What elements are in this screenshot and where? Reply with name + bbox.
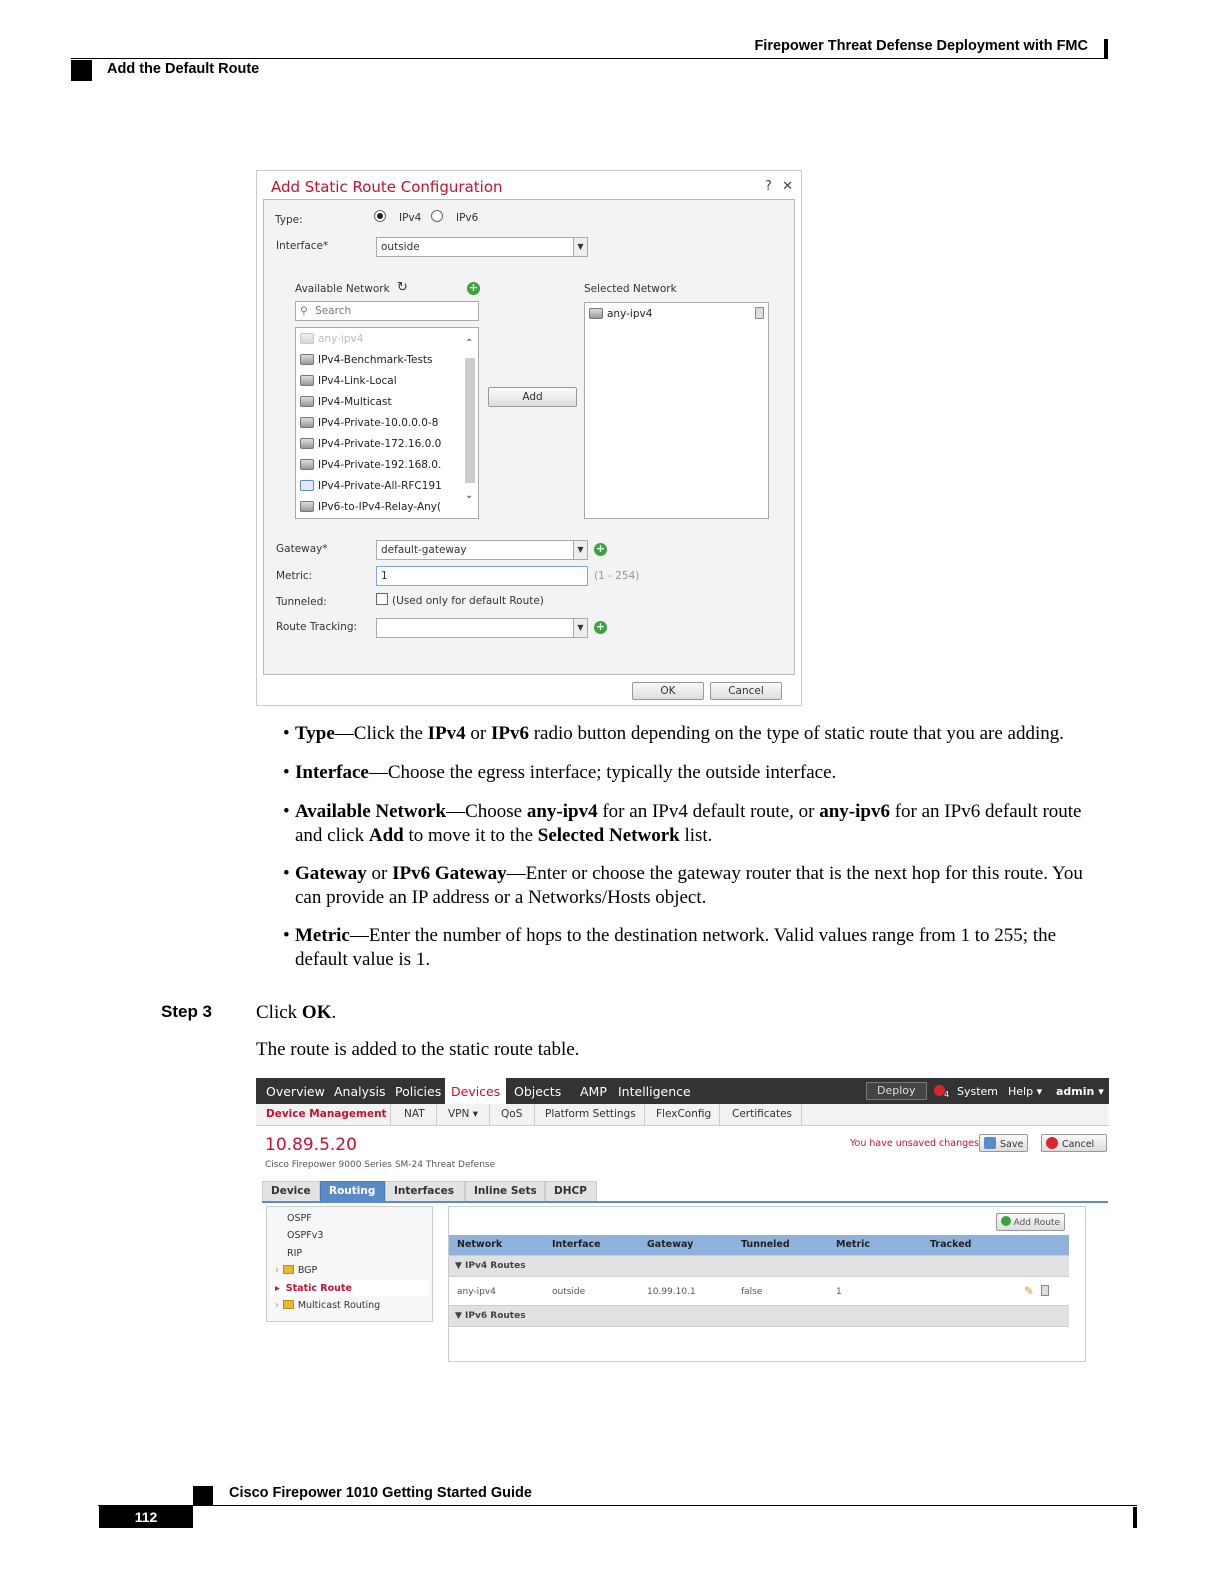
ipv4-radio[interactable] (374, 210, 386, 222)
available-network-label: Available Network (295, 283, 390, 295)
gateway-value: default-gateway (381, 544, 467, 556)
metric-value: 1 (381, 570, 388, 582)
list-item[interactable]: IPv4-Private-192.168.0. (300, 459, 441, 471)
metric-input[interactable] (376, 566, 588, 586)
text-run: —Choose (446, 801, 527, 822)
bold-term: Interface (295, 762, 369, 783)
col-network[interactable]: Network (457, 1239, 503, 1250)
bold-term: Type (295, 723, 335, 744)
nav-devices[interactable]: Devices (445, 1078, 506, 1104)
col-tunneled[interactable]: Tunneled (741, 1239, 790, 1250)
list-item[interactable]: IPv4-Private-10.0.0.0-8 (300, 417, 438, 429)
list-item[interactable]: any-ipv4 (300, 333, 363, 345)
user-menu[interactable]: admin ▾ (1056, 1085, 1104, 1098)
tunneled-note: (Used only for default Route) (392, 595, 544, 607)
refresh-icon[interactable]: ↻ (397, 280, 408, 295)
interface-label: Interface* (276, 240, 329, 252)
nav-analysis[interactable]: Analysis (334, 1084, 386, 1099)
subnav-vpn[interactable]: VPN ▾ (448, 1108, 478, 1120)
bullet-gateway: • Gateway or IPv6 Gateway—Enter or choose the gateway router that is the next hop for this route. You can provide an IP address or a Networks/Hosts object. (283, 863, 1083, 908)
table-row[interactable] (449, 1279, 1069, 1305)
sidebar-item-bgp[interactable]: › BGP (275, 1265, 318, 1276)
bold-term: IPv4 (427, 723, 471, 744)
chevron-right-icon: › (275, 1265, 279, 1276)
list-scrollbar[interactable] (464, 338, 476, 508)
network-object-icon (589, 308, 603, 319)
add-network-icon[interactable]: + (468, 281, 479, 294)
nav-policies[interactable]: Policies (395, 1084, 442, 1099)
metric-label: Metric: (276, 570, 313, 582)
subnav-device-management[interactable]: Device Management (266, 1108, 387, 1120)
add-gateway-icon[interactable]: + (595, 542, 606, 555)
running-header-guide-section: Firepower Threat Defense Deployment with FMC (754, 38, 1088, 54)
sidebar-item-static-route[interactable]: ▸ Static Route (275, 1283, 352, 1294)
chevron-down-icon: ▼ (573, 619, 587, 637)
add-static-route-dialog (256, 170, 802, 706)
nav-amp[interactable]: AMP (580, 1084, 607, 1099)
text-run: to move it to the (403, 825, 538, 846)
tunneled-checkbox[interactable] (376, 593, 388, 605)
list-item[interactable]: IPv4-Benchmark-Tests (300, 354, 433, 366)
folder-icon (283, 1300, 294, 1309)
add-route-tracking-icon[interactable]: + (595, 620, 606, 633)
col-interface[interactable]: Interface (552, 1239, 601, 1250)
bold-term: IPv6 (490, 723, 529, 744)
cancel-icon (1046, 1137, 1058, 1149)
edit-icon[interactable]: ✎ (1024, 1284, 1035, 1298)
metric-range-hint: (1 - 254) (594, 570, 640, 582)
col-tracked[interactable]: Tracked (930, 1239, 972, 1250)
cell-gateway: 10.99.10.1 (647, 1287, 696, 1297)
bullet-available-network: • Available Network—Choose any-ipv4 for an IPv4 default route, or any-ipv6 for an IPv6 default route and click Add to move it to the Selected Network list. (283, 801, 1082, 846)
tab-routing[interactable]: Routing (320, 1181, 385, 1202)
ok-button[interactable]: OK (632, 682, 704, 700)
static-route-panel (448, 1206, 1086, 1362)
cell-tunneled: false (741, 1287, 763, 1297)
list-item[interactable]: IPv4-Multicast (300, 396, 392, 408)
header-rule (71, 58, 1108, 59)
folder-icon (283, 1265, 294, 1274)
top-nav (256, 1078, 1109, 1104)
text-run: —Click the (334, 723, 428, 744)
list-item[interactable]: IPv4-Private-All-RFC191 (300, 480, 442, 492)
nav-overview[interactable]: Overview (266, 1084, 325, 1099)
type-label: Type: (275, 214, 303, 226)
chevron-right-icon: › (275, 1300, 279, 1311)
interface-value: outside (381, 241, 420, 253)
tab-interfaces[interactable]: Interfaces (385, 1181, 465, 1202)
device-model: Cisco Firepower 9000 Series SM-24 Threat Defense (265, 1160, 496, 1170)
network-object-icon (300, 354, 314, 365)
help-icon[interactable]: ? (765, 179, 772, 194)
dialog-title: Add Static Route Configuration (271, 178, 503, 196)
tab-underline (262, 1201, 1108, 1203)
tab-dhcp[interactable]: DHCP (545, 1181, 597, 1202)
add-route-button[interactable]: Add Route (996, 1213, 1065, 1231)
text-run: —Enter or choose the gateway router that is the next hop for this route. You can provide an IP address or a Networks/Hosts object. (295, 863, 1083, 908)
nav-objects[interactable]: Objects (514, 1084, 562, 1099)
available-network-list[interactable] (295, 327, 479, 519)
network-object-icon (300, 438, 314, 449)
nav-help[interactable]: Help ▾ (1008, 1085, 1043, 1098)
chevron-down-icon: ▼ (573, 541, 587, 559)
text-run: or (366, 863, 393, 884)
dialog-body (263, 199, 795, 675)
step-label: Step 3 (161, 1002, 213, 1021)
col-gateway[interactable]: Gateway (647, 1239, 694, 1250)
bullet-type: • Type—Click the IPv4 or IPv6 radio button depending on the type of static route that you are adding. (283, 723, 1065, 744)
bold-term: any-ipv6 (819, 801, 890, 822)
text-run: for an IPv4 default route, or (597, 801, 820, 822)
bold-term: Available Network (295, 801, 447, 822)
bold-term: any-ipv4 (526, 801, 598, 822)
footer-block (193, 1486, 213, 1505)
fmc-routing-screenshot (256, 1078, 1109, 1362)
tab-device[interactable]: Device (262, 1181, 320, 1202)
subnav-qos[interactable]: QoS (501, 1108, 523, 1120)
text-run: list. (679, 825, 713, 846)
bullet-metric: • Metric—Enter the number of hops to the destination network. Valid values range from 1 to 255; the default value is 1. (283, 925, 1057, 970)
list-item[interactable]: any-ipv4 (589, 308, 652, 320)
device-ip: 10.89.5.20 (265, 1135, 357, 1155)
route-table-header (449, 1235, 1069, 1255)
bold-term: Metric (295, 925, 350, 946)
step-result: The route is added to the static route table. (256, 1039, 580, 1060)
network-object-icon (300, 417, 314, 428)
cell-network: any-ipv4 (457, 1287, 496, 1297)
sidebar-item-ospfv3[interactable]: OSPFv3 (287, 1230, 324, 1241)
network-object-icon (300, 333, 314, 344)
search-placeholder: Search (315, 305, 352, 317)
list-item[interactable]: IPv4-Link-Local (300, 375, 397, 387)
sidebar-item-multicast-routing[interactable]: › Multicast Routing (275, 1300, 381, 1311)
gateway-label: Gateway* (276, 543, 328, 555)
list-item[interactable]: IPv6-to-IPv4-Relay-Any( (300, 501, 441, 513)
bold-term: Selected Network (537, 825, 680, 846)
text-run: or (470, 723, 491, 744)
bold-term: IPv6 Gateway (392, 863, 507, 884)
network-object-icon (300, 459, 314, 470)
ipv4-routes-group[interactable]: ▼ IPv4 Routes (449, 1255, 1069, 1277)
header-block (71, 60, 92, 81)
bold-term: Gateway (295, 863, 367, 884)
delete-icon[interactable] (1041, 1285, 1049, 1296)
add-icon (1001, 1216, 1011, 1226)
step-text: Click OK. (256, 1002, 337, 1023)
nav-system[interactable]: System (957, 1085, 999, 1098)
deploy-button[interactable]: Deploy (866, 1082, 927, 1100)
unsaved-changes-notice: You have unsaved changes (850, 1138, 979, 1149)
text-run: radio button depending on the type of static route that you are adding. (528, 723, 1065, 744)
route-tracking-select[interactable] (376, 618, 588, 638)
close-icon[interactable]: ✕ (782, 179, 793, 194)
scroll-down-icon[interactable]: ⌄ (465, 490, 474, 501)
scroll-up-icon[interactable]: ⌃ (465, 338, 474, 349)
tab-inline-sets[interactable]: Inline Sets (465, 1181, 545, 1202)
ipv6-routes-group[interactable]: ▼ IPv6 Routes (449, 1305, 1069, 1327)
page-number: 112 (99, 1506, 193, 1528)
ipv6-radio[interactable] (431, 210, 443, 222)
selected-network-list[interactable] (584, 302, 769, 519)
search-icon: ⚲ (300, 305, 308, 317)
cell-interface: outside (552, 1287, 586, 1297)
delete-icon[interactable] (755, 307, 764, 319)
routing-sidebar (266, 1206, 433, 1322)
add-button[interactable]: Add (488, 387, 577, 407)
alert-count: 4 (944, 1090, 950, 1099)
sidebar-item-rip[interactable]: RIP (287, 1248, 303, 1259)
subnav-nat[interactable]: NAT (404, 1108, 425, 1120)
bold-term: Add (368, 825, 404, 846)
cell-metric: 1 (836, 1287, 842, 1297)
ipv6-radio-label: IPv6 (456, 212, 479, 224)
sidebar-item-ospf[interactable]: OSPF (287, 1213, 312, 1224)
sub-nav (256, 1104, 1109, 1126)
save-button[interactable]: Save (979, 1134, 1028, 1152)
footer-bar (1133, 1507, 1137, 1528)
section-title: Add the Default Route (107, 61, 260, 77)
subnav-platform-settings[interactable]: Platform Settings (545, 1108, 636, 1120)
list-item[interactable]: IPv4-Private-172.16.0.0 (300, 438, 441, 450)
text-run: —Enter the number of hops to the destination network. Valid values range from 1 to 255; the default value is 1. (295, 925, 1057, 970)
nav-intelligence[interactable]: Intelligence (618, 1084, 691, 1099)
scroll-thumb[interactable] (465, 358, 475, 483)
text-run: for an IPv6 default route and click (295, 801, 1082, 846)
ipv4-radio-label: IPv4 (399, 212, 422, 224)
save-icon (984, 1137, 996, 1149)
cancel-changes-button[interactable]: Cancel (1041, 1134, 1107, 1152)
header-bar (1104, 39, 1108, 58)
network-object-icon (300, 501, 314, 512)
chevron-down-icon: ▼ (573, 238, 587, 256)
subnav-flexconfig[interactable]: FlexConfig (656, 1108, 712, 1120)
route-tracking-label: Route Tracking: (276, 621, 358, 633)
footer-guide-title: Cisco Firepower 1010 Getting Started Guide (229, 1485, 532, 1501)
interface-select[interactable] (376, 237, 588, 257)
tunneled-label: Tunneled: (276, 596, 327, 608)
cancel-button[interactable]: Cancel (710, 682, 782, 700)
network-object-icon (300, 396, 314, 407)
caret-right-icon: ▸ (275, 1283, 280, 1294)
bullet-interface: • Interface—Choose the egress interface; typically the outside interface. (283, 762, 837, 783)
network-group-icon (300, 480, 314, 491)
text-run: —Choose the egress interface; typically the outside interface. (368, 762, 837, 783)
network-object-icon (300, 375, 314, 386)
selected-network-label: Selected Network (584, 283, 677, 295)
gateway-select[interactable] (376, 540, 588, 560)
col-metric[interactable]: Metric (836, 1239, 871, 1250)
footer-rule (98, 1505, 1137, 1506)
subnav-certificates[interactable]: Certificates (732, 1108, 793, 1120)
search-input[interactable] (295, 301, 479, 321)
